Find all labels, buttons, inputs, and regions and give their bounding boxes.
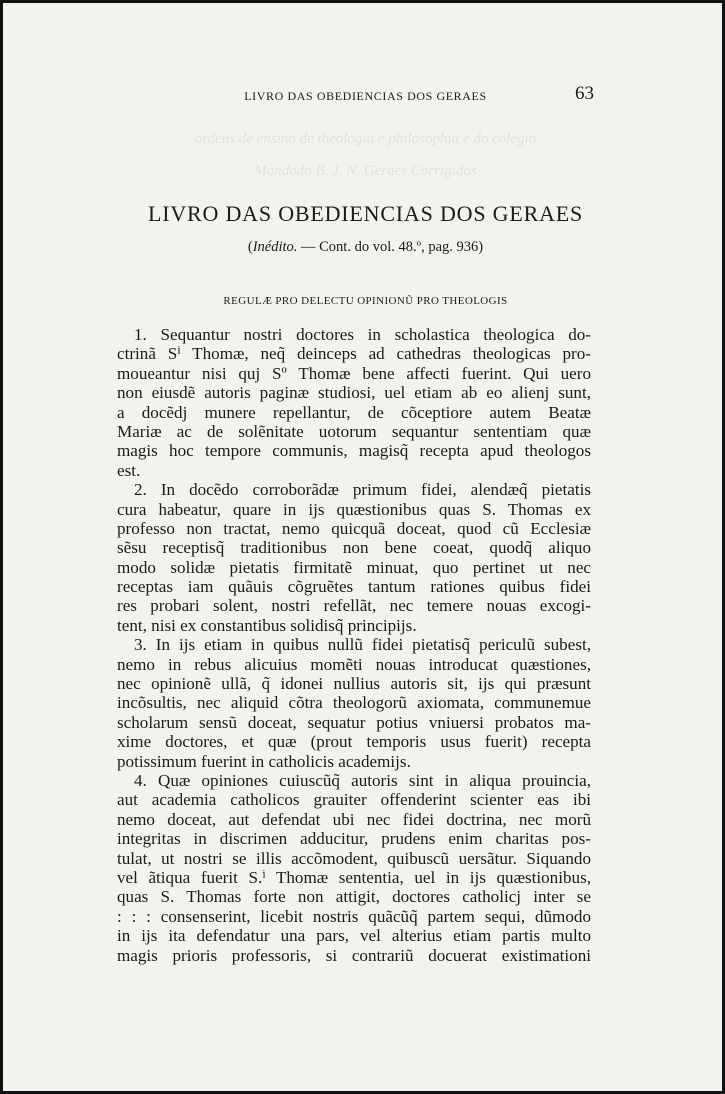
text-line: magis hoc tempore communis, magisq̃ recepta apud theologos bbox=[117, 441, 591, 461]
bleed-through-line: Mandado B. J. N. Geraes Corrigidas bbox=[254, 163, 477, 179]
text-line: incõsultis, nec aliquid cõtra theologorũ axiomata, communemue bbox=[117, 693, 591, 713]
source-note bbox=[3, 239, 725, 256]
text-line: modo solidæ pietatis firmitatẽ minuat, quo pertinet ut nec bbox=[117, 557, 591, 577]
text-line: aut academia catholicos grauiter offenderint scienter eas ibi bbox=[117, 790, 591, 810]
text-line: nemo in rebus alicuius momẽti nouas introducat quæstiones, bbox=[117, 654, 591, 674]
section-heading: REGULÆ PRO DELECTU OPINIONŨ PRO THEOLOGIS bbox=[223, 295, 508, 307]
text-line: tulat, ut nostri se illis accõmodent, quibuscũ uersãtur. Siquando bbox=[117, 848, 591, 868]
source-note-status: Inédito. bbox=[252, 239, 298, 255]
text-line: 2. In docẽdo corroborãdæ primum fidei, alendæq̃ pietatis bbox=[134, 480, 591, 500]
text-line: quas S. Thomas forte non attigit, doctores catholicj inter se bbox=[117, 887, 591, 907]
text-line: xime doctores, et quæ (prout temporis usus fuerit) recepta bbox=[117, 732, 591, 752]
text-line: professo non tractat, nemo quicquã doceat, quod cũ Ecclesiæ bbox=[117, 518, 591, 538]
text-line: moueantur nisi quj Sº Thomæ bene affecti fuerint. Qui uero bbox=[117, 363, 591, 383]
running-head: LIVRO DAS OBEDIENCIAS DOS GERAES bbox=[244, 89, 487, 103]
text-line: receptas iam quãuis cõgruẽtes tantum rationes quibus fidei bbox=[117, 577, 591, 597]
text-line: vel ãtiqua fuerit S.ⁱ Thomæ sententia, uel in ijs quæstionibus, bbox=[117, 867, 591, 887]
source-note-reference: — Cont. do vol. 48.º, pag. 936) bbox=[301, 239, 484, 255]
text-line: res probari solent, nostri refellãt, nec temere nouas excogi- bbox=[117, 596, 591, 616]
text-line: cura habeatur, quare in ijs quæstionibus quas S. Thomas ex bbox=[117, 499, 591, 519]
text-line: in ijs ita defendatur una pars, vel alterius etiam partis multo bbox=[117, 926, 591, 946]
source-note-open: ( bbox=[247, 239, 253, 255]
bleed-through-line: ordens de ensino de theologia e philosophia e do colegio bbox=[194, 131, 537, 147]
text-line: 3. In ijs etiam in quibus nullũ fidei pietatisq̃ periculũ subest, bbox=[134, 635, 591, 655]
text-line: 1. Sequantur nostri doctores in scholastica theologica do- bbox=[134, 325, 591, 344]
text-line: 4. Quæ opiniones cuiuscũq̃ autoris sint in aliqua prouincia, bbox=[134, 770, 591, 790]
text-line: potissimum fuerint in catholicis academijs. bbox=[117, 751, 411, 771]
text-line: non eiusdẽ autoris paginæ studiosi, uel etiam ab eo alienj sunt, bbox=[117, 383, 591, 403]
text-line: sẽsu receptisq̃ traditionibus non bene coeat, quodq̃ aliquo bbox=[117, 538, 591, 558]
page-number: 63 bbox=[575, 83, 594, 104]
text-line: nec opinionẽ ullã, q̃ idonei nullius autoris sit, ijs qui præsunt bbox=[117, 674, 591, 694]
text-line: : : : consenserint, licebit nostris quãcũq̃ partem sequi, dũmodo bbox=[117, 906, 591, 926]
text-line: scholarum sensũ doceat, sequatur potius vniuersi probatos ma- bbox=[117, 712, 591, 732]
text-line: est. bbox=[117, 460, 141, 480]
text-line: integritas in discrimen adducitur, prudens enim charitas pos- bbox=[117, 829, 591, 849]
text-line: tent, nisi ex constantibus solidisq̃ principijs. bbox=[117, 615, 417, 635]
text-line: ctrinã Sⁱ Thomæ, neq̃ deinceps ad cathedras theologicas pro- bbox=[117, 344, 591, 364]
body-text bbox=[117, 325, 591, 965]
text-line: Mariæ ac de solẽnitate uotorum sequantur sententiam quæ bbox=[117, 421, 591, 441]
chapter-title: LIVRO DAS OBEDIENCIAS DOS GERAES bbox=[147, 201, 584, 226]
text-line: magis prioris professoris, si contrariũ docuerat existimationi bbox=[117, 945, 591, 965]
text-line: a docẽdj munere repellantur, de cõceptiore autem Beatæ bbox=[117, 402, 591, 422]
text-line: nemo doceat, aut defendat ubi nec fidei doctrina, nec morũ bbox=[117, 809, 591, 829]
